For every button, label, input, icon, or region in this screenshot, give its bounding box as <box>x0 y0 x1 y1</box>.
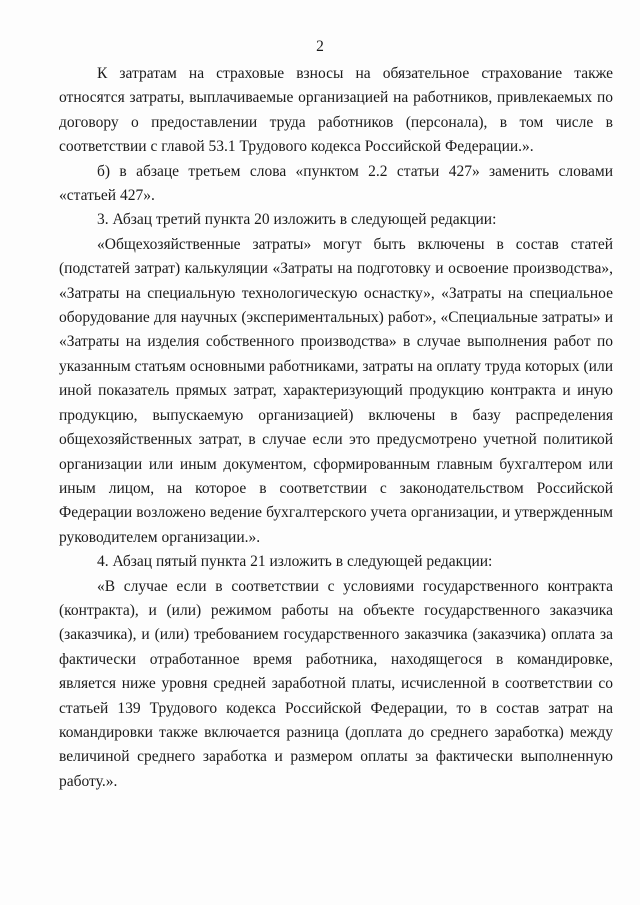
paragraph-insurance-contributions: К затратам на страховые взносы на обязательное страхование также относятся затраты, выплачиваемые организацией на работников, привлекаемых по договору о предоставлении труда работников (персонала), в том числе в соответствии с главой 53.1 Трудового кодекса Российской Федерации.». <box>59 65 613 156</box>
paragraph-business-trips: «В случае если в соответствии с условиями государственного контракта (контракта), и (или) режимом работы на объекте государственного заказчика (заказчика), и (или) требованием государственного заказчика (заказчика) оплата за фактически отработанное время работника, находящегося в командировке, является ниже уровня средней заработной платы, исчисленной в соответствии со статьей 139 Трудового кодекса Российской Федерации, то в состав затрат на командировки также включается разница (доплата до среднего заработка) между величиной среднего заработка и размером оплаты за фактически выполненную работу.». <box>59 577 613 790</box>
paragraph-item-4-heading: 4. Абзац пятый пункта 21 изложить в следующей редакции: <box>97 553 493 571</box>
page-number: 2 <box>316 38 324 55</box>
document-body <box>59 62 613 794</box>
paragraph-item-3-heading: 3. Абзац третий пункта 20 изложить в следующей редакции: <box>97 211 497 229</box>
paragraph-amendment-b: б) в абзаце третьем слова «пунктом 2.2 статьи 427» заменить словами «статьей 427». <box>59 162 613 205</box>
paragraph-general-costs: «Общехозяйственные затраты» могут быть включены в состав статей (подстатей затрат) калькуляции «Затраты на подготовку и освоение производства», «Затраты на специальную технологическую оснастку», «Затраты на специальное оборудование для научных (экспериментальных) работ», «Специальные затраты» и «Затраты на изделия собственного производства» в случае выполнения работ по указанным статьям основными работниками, затраты на оплату труда которых (или иной показатель прямых затрат, характеризующий продукцию контракта и иную продукцию, выпускаемую организацией) включены в базу распределения общехозяйственных затрат, в случае если это предусмотрено учетной политикой организации или иным документом, сформированным главным бухгалтером или иным лицом, на которое в соответствии с законодательством Российской Федерации возложено ведение бухгалтерского учета организации, и утвержденным руководителем организации.». <box>59 235 613 546</box>
